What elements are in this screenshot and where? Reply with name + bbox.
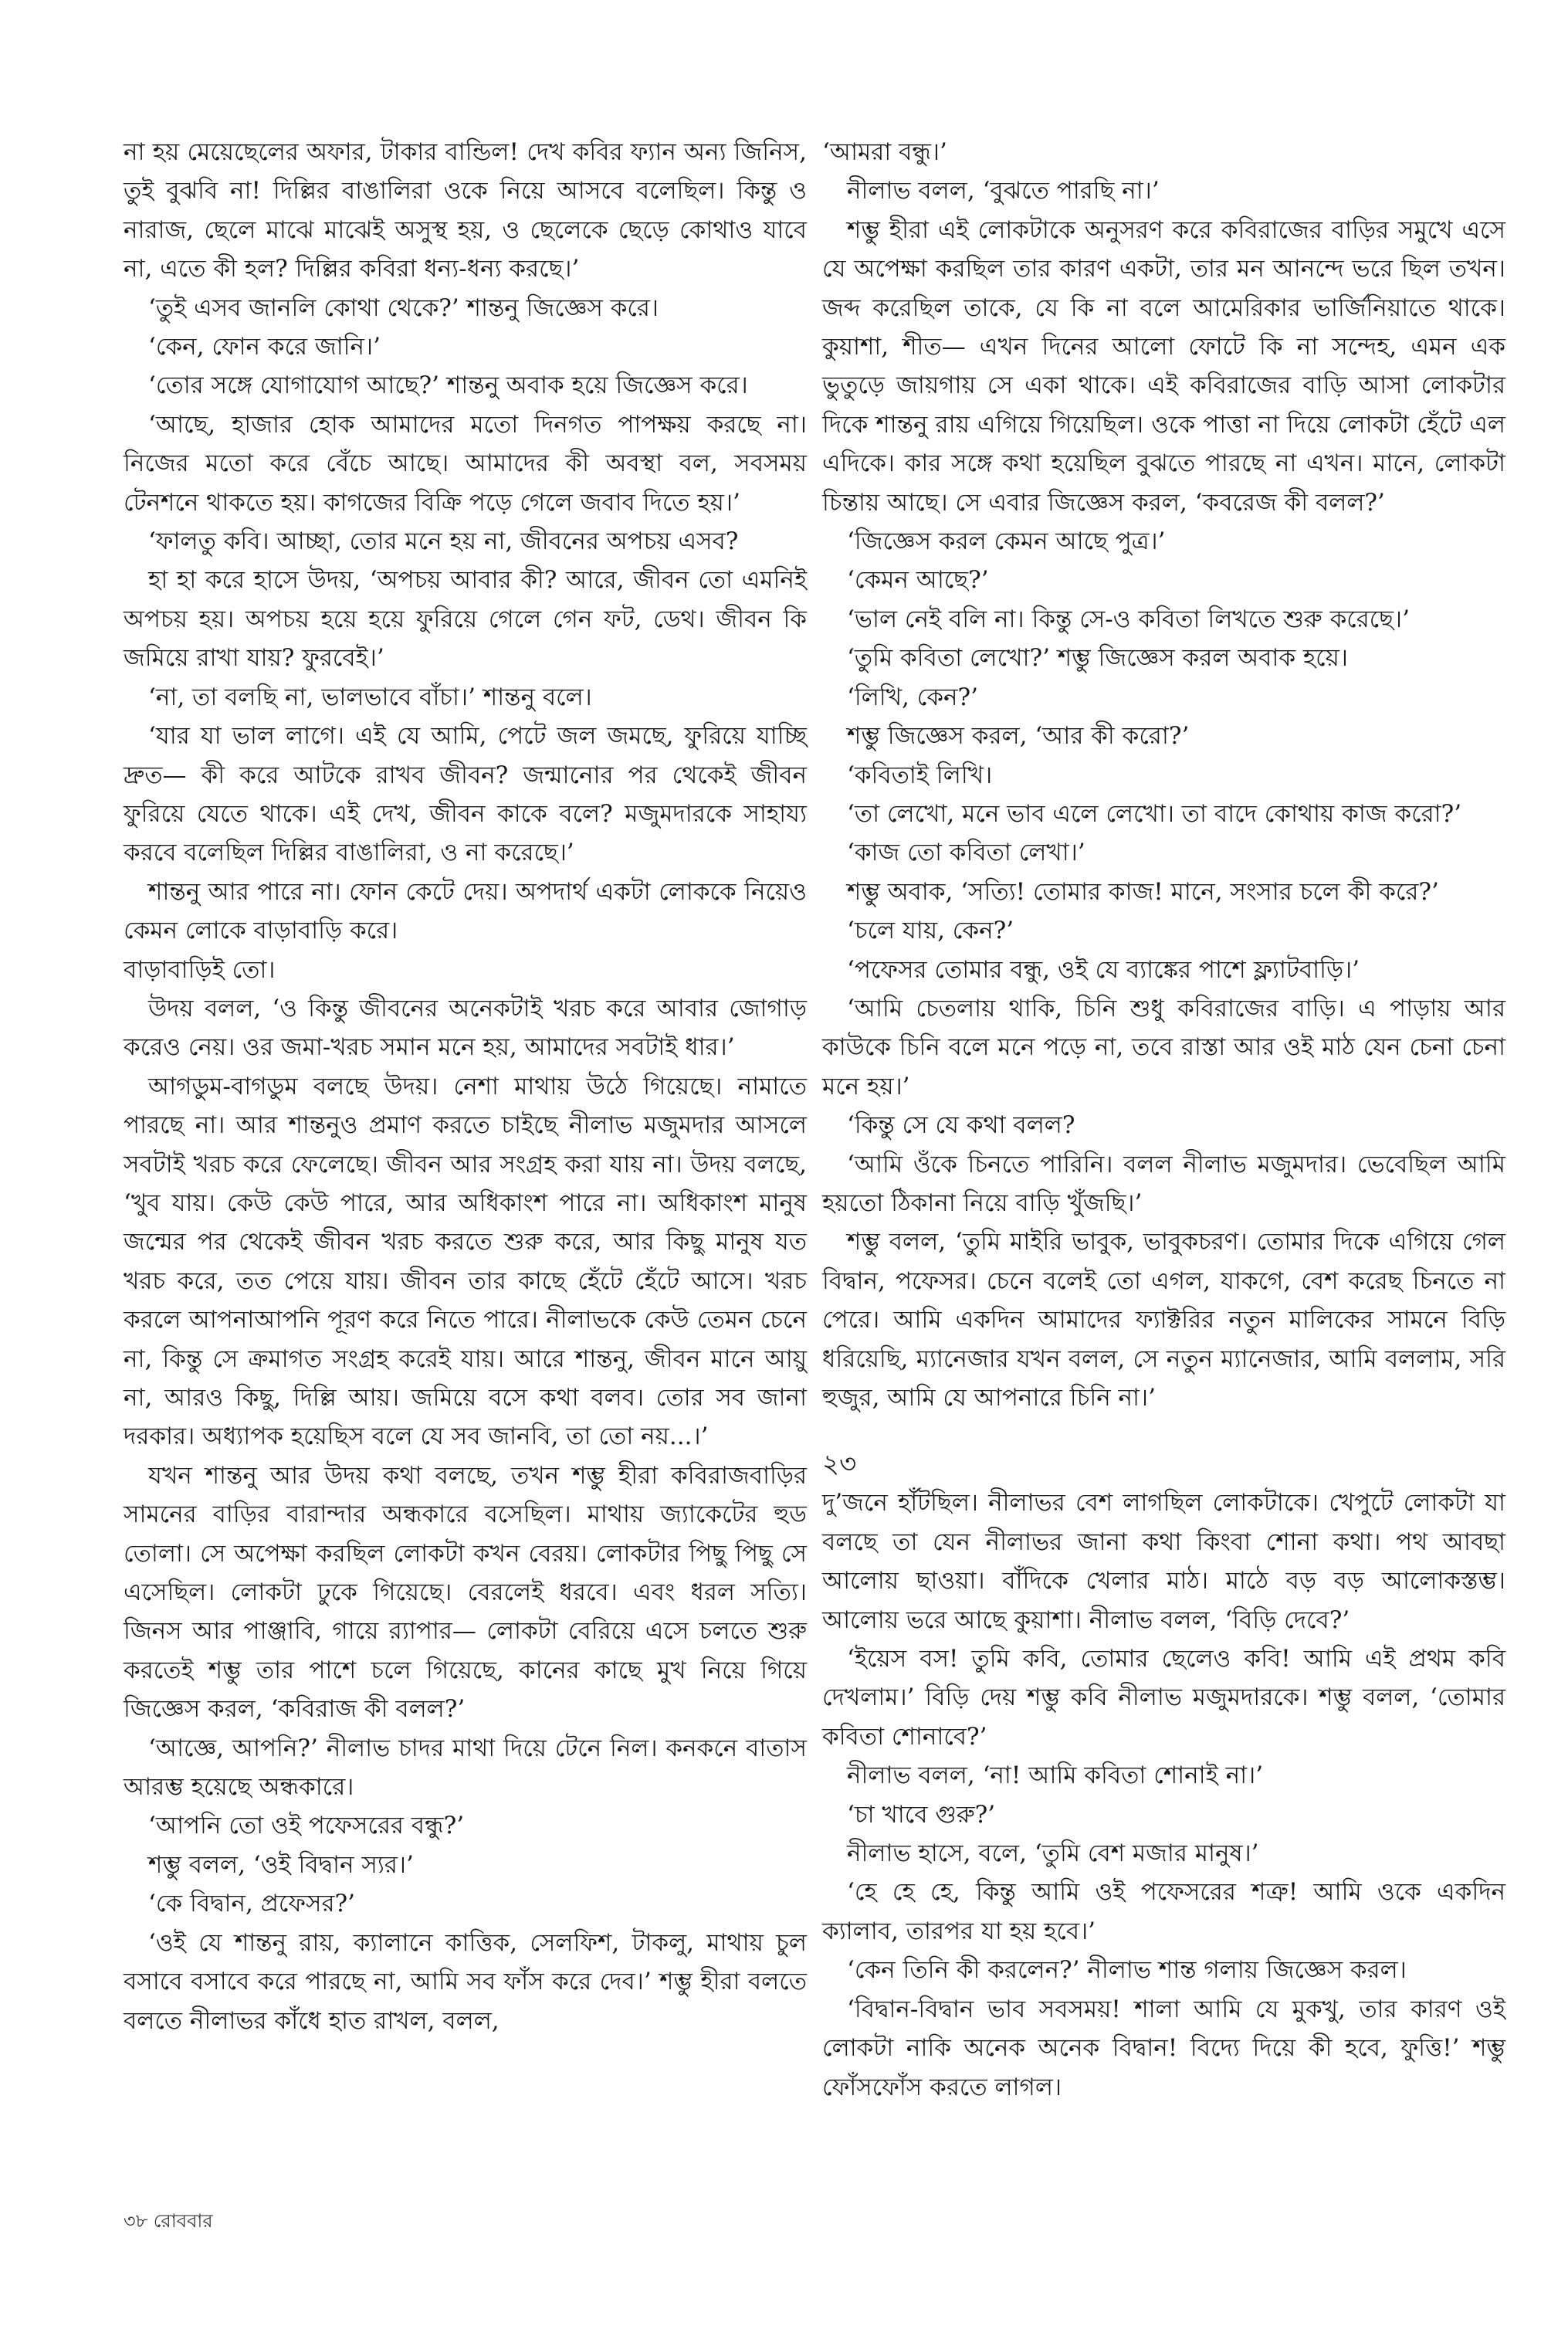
paragraph: ‘তোর সঙ্গে যোগাযোগ আছে?’ শান্তনু অবাক হয়ে জিজ্ঞেস করে।	[148, 371, 748, 400]
paragraph: ‘পফেসর তোমার বন্ধু, ওই যে ব্যাঙ্কের পাশে ফ্ল্যাটবাড়ি।’	[847, 955, 1360, 984]
paragraph: ‘কাজ তো কবিতা লেখা।’	[847, 839, 1085, 867]
paragraph: শম্ভু বলল, ‘তুমি মাইরি ভাবুক, ভাবুকচরণ। তোমার দিকে এগিয়ে গেল বিদ্বান, পফেসর। চেনে বলেই তো এগল, যাকগে, বেশ করেছ চিনতে না পেরে। আমি একদিন আমাদের ফ্যাক্টরির নতুন মালিকের সামনে বিড়ি ধরিয়েছি, ম্যানেজার যখন বলল, সে নতুন ম্যানেজার, আমি বললাম, সরি হুজুর, আমি যে আপনারে চিনি না।’	[822, 1228, 1505, 1412]
paragraph: না হয় মেয়েছেলের অফার, টাকার বান্ডিল! দেখ কবির ফ্যান অন্য জিনিস, তুই বুঝবি না! দিল্লির বাঙালিরা ওকে নিয়ে আসবে বলেছিল। কিন্তু ও নারাজ, ছেলে মাঝে মাঝেই অসুস্থ হয়, ও ছেলেকে ছেড়ে কোথাও যাবে না, এতে কী হল? দিল্লির কবিরা ধন্য-ধন্য করছে।’	[124, 138, 807, 283]
paragraph: ‘বিদ্বান-বিদ্বান ভাব সবসময়! শালা আমি যে মুকখু, তার কারণ ওই লোকটা নাকি অনেক অনেক বিদ্বান! বিদ্যে দিয়ে কী হবে, ফুত্তি!’ শম্ভু ফোঁসফোঁস করতে লাগল।	[822, 1995, 1505, 2101]
paragraph: শম্ভু বলল, ‘ওই বিদ্বান স্যর।’	[148, 1850, 414, 1879]
chapter-number: ২৩	[822, 1449, 857, 1480]
paragraph: ‘কেন তিনি কী করলেন?’ নীলাভ শান্ত গলায় জিজ্ঞেস করল।	[847, 1956, 1407, 1985]
paragraph: ‘ভাল নেই বলি না। কিন্তু সে-ও কবিতা লিখতে শুরু করেছে।’	[847, 605, 1410, 633]
paragraph: ‘আমি চেতলায় থাকি, চিনি শুধু কবিরাজের বাড়ি। এ পাড়ায় আর কাউকে চিনি বলে মনে পড়ে না, তবে রাস্তা আর ওই মাঠ যেন চেনা চেনা মনে হয়।’	[822, 994, 1505, 1100]
paragraph: ‘চলে যায়, কেন?’	[847, 917, 1014, 945]
paragraph: ‘না, তা বলছি না, ভালভাবে বাঁচা।’ শান্তনু বলে।	[148, 683, 592, 711]
paragraph: ‘কে বিদ্বান, প্রফেসর?’	[148, 1890, 355, 1918]
paragraph: ‘তুমি কবিতা লেখো?’ শম্ভু জিজ্ঞেস করল অবাক হয়ে।	[847, 644, 1348, 673]
paragraph: হা হা করে হাসে উদয়, ‘অপচয় আবার কী? আরে, জীবন তো এমনিই অপচয় হয়। অপচয় হয়ে হয়ে ফুরিয়ে গেলে গেন ফট, ডেথ। জীবন কি জমিয়ে রাখা যায়? ফুরবেই।’	[124, 566, 807, 673]
paragraph: ‘ওই যে শান্তনু রায়, ক্যালানে কাত্তিক, সেলফিশ, টাকলু, মাথায় চুল বসাবে বসাবে করে পারছে না, আমি সব ফাঁস করে দেব।’ শম্ভু হীরা বলতে বলতে নীলাভর কাঁধে হাত রাখল, বলল,	[124, 1928, 807, 2035]
paragraph: ‘কেমন আছে?’	[847, 566, 989, 595]
right-column	[822, 133, 1505, 2107]
paragraph: ‘আমরা বন্ধু।’	[822, 138, 947, 166]
paragraph: ‘আমি ওঁকে চিনতে পারিনি। বলল নীলাভ মজুমদার। ভেবেছিল আমি হয়তো ঠিকানা নিয়ে বাড়ি খুঁজছি।’	[822, 1150, 1505, 1217]
paragraph: বাড়াবাড়িই তো।	[124, 955, 276, 984]
paragraph: ‘জিজ্ঞেস করল কেমন আছে পুত্র।’	[847, 527, 1166, 556]
paragraph: ‘তুই এসব জানলি কোথা থেকে?’ শান্তনু জিজ্ঞেস করে।	[148, 293, 659, 322]
paragraph: ‘ইয়েস বস! তুমি কবি, তোমার ছেলেও কবি! আমি এই প্রথম কবি দেখলাম।’ বিড়ি দেয় শম্ভু কবি নীলাভ মজুমদারকে। শম্ভু বলল, ‘তোমার কবিতা শোনাবে?’	[822, 1645, 1505, 1751]
paragraph: ‘ফালতু কবি। আচ্ছা, তোর মনে হয় না, জীবনের অপচয় এসব?	[148, 527, 739, 556]
paragraph: যখন শান্তনু আর উদয় কথা বলছে, তখন শম্ভু হীরা কবিরাজবাড়ির সামনের বাড়ির বারান্দার অন্ধকারে বসেছিল। মাথায় জ্যাকেটের হুড তোলা। সে অপেক্ষা করছিল লোকটা কখন বেরয়। লোকটার পিছু পিছু সে এসেছিল। লোকটা ঢুকে গিয়েছে। বেরলেই ধরবে। এবং ধরল সত্যি। জিনস আর পাঞ্জাবি, গায়ে র‍্যাপার— লোকটা বেরিয়ে এসে চলতে শুরু করতেই শম্ভু তার পাশে চলে গিয়েছে, কানের কাছে মুখ নিয়ে গিয়ে জিজ্ঞেস করল, ‘কবিরাজ কী বলল?’	[124, 1461, 807, 1724]
paragraph: ‘কেন, ফোন করে জানি।’	[148, 333, 381, 361]
paragraph: ‘লিখি, কেন?’	[847, 683, 978, 711]
paragraph: নীলাভ হাসে, বলে, ‘তুমি বেশ মজার মানুষ।’	[847, 1839, 1259, 1868]
chapter-paragraphs	[822, 1483, 1505, 2107]
paragraph: ‘যার যা ভাল লাগে। এই যে আমি, পেটে জল জমছে, ফুরিয়ে যাচ্ছি দ্রুত— কী করে আটকে রাখব জীবন? জন্মানোর পর থেকেই জীবন ফুরিয়ে যেতে থাকে। এই দেখ, জীবন কাকে বলে? মজুমদারকে সাহায্য করবে বলেছিল দিল্লির বাঙালিরা, ও না করেছে।’	[124, 722, 807, 867]
paragraph: ‘আজ্ঞে, আপনি?’ নীলাভ চাদর মাথা দিয়ে টেনে নিল। কনকনে বাতাস আরম্ভ হয়েছে অন্ধকারে।	[124, 1734, 807, 1802]
paragraph: শম্ভু জিজ্ঞেস করল, ‘আর কী করো?’	[847, 722, 1190, 751]
paragraph: ‘তা লেখো, মনে ভাব এলে লেখো। তা বাদে কোথায় কাজ করো?’	[847, 799, 1462, 828]
paragraph: নীলাভ বলল, ‘না! আমি কবিতা শোনাই না।’	[847, 1761, 1264, 1790]
paragraph: ‘কবিতাই লিখি।	[847, 761, 993, 789]
paragraph: ‘আপনি তো ওই পফেসরের বন্ধু?’	[148, 1812, 465, 1840]
paragraph: শান্তনু আর পারে না। ফোন কেটে দেয়। অপদার্থ একটা লোককে নিয়েও কেমন লোকে বাড়াবাড়ি করে।	[124, 877, 807, 945]
right-column-paragraphs	[822, 133, 1505, 1417]
paragraph: শম্ভু হীরা এই লোকটাকে অনুসরণ করে কবিরাজের বাড়ির সমুখে এসে যে অপেক্ষা করছিল তার কারণ একটা, তার মন আনন্দে ভরে ছিল তখন। জব্দ করেছিল তাকে, যে কি না বলে আমেরিকার ভার্জিনিয়াতে থাকে। কুয়াশা, শীত— এখন দিনের আলো ফোটে কি না সন্দেহ, এমন এক ভুতুড়ে জায়গায় সে একা থাকে। এই কবিরাজের বাড়ি আসা লোকটার দিকে শান্তনু রায় এগিয়ে গিয়েছিল। ওকে পাত্তা না দিয়ে লোকটা হেঁটে এল এদিকে। কার সঙ্গে কথা হয়েছিল বুঝতে পারছে না এখন। মানে, লোকটা চিন্তায় আছে। সে এবার জিজ্ঞেস করল, ‘কবরেজ কী বলল?’	[822, 215, 1505, 517]
paragraph: উদয় বলল, ‘ও কিন্তু জীবনের অনেকটাই খরচ করে আবার জোগাড় করেও নেয়। ওর জমা-খরচ সমান মনে হয়, আমাদের সবটাই ধার।’	[124, 994, 807, 1062]
paragraph: আগডুম-বাগডুম বলছে উদয়। নেশা মাথায় উঠে গিয়েছে। নামাতে পারছে না। আর শান্তনুও প্রমাণ করতে চাইছে নীলাভ মজুমদার আসলে সবটাই খরচ করে ফেলেছে। জীবন আর সংগ্রহ করা যায় না। উদয় বলছে, ‘খুব যায়। কেউ কেউ পারে, আর অধিকাংশ পারে না। অধিকাংশ মানুষ জন্মের পর থেকেই জীবন খরচ করতে শুরু করে, আর কিছু মানুষ যত খরচ করে, তত পেয়ে যায়। জীবন তার কাছে হেঁটে হেঁটে আসে। খরচ করলে আপনাআপনি পূরণ করে নিতে পারে। নীলাভকে কেউ তেমন চেনে না, কিন্তু সে ক্রমাগত সংগ্রহ করেই যায়। আরে শান্তনু, জীবন মানে আয়ু না, আরও কিছু, দিল্লি আয়। জমিয়ে বসে কথা বলব। তোর সব জানা দরকার। অধ্যাপক হয়েছিস বলে যে সব জানবি, তা তো নয়...।’	[124, 1072, 807, 1451]
paragraph: নীলাভ বলল, ‘বুঝতে পারছি না।’	[847, 177, 1160, 205]
paragraph: ‘চা খাবে গুরু?’	[847, 1800, 996, 1829]
paragraph: শম্ভু অবাক, ‘সত্যি! তোমার কাজ! মানে, সংসার চলে কী করে?’	[847, 877, 1439, 906]
left-column	[124, 133, 807, 2040]
paragraph: ‘হে হে হে, কিন্তু আমি ওই পফেসরের শত্রু! আমি ওকে একদিন ক্যালাব, তারপর যা হয় হবে।’	[822, 1878, 1505, 1945]
paragraph: ‘কিন্তু সে যে কথা বলল?	[847, 1111, 1075, 1140]
page-footer: ৩৮ রোববার	[124, 2210, 213, 2232]
paragraph: ‘আছে, হাজার হোক আমাদের মতো দিনগত পাপক্ষয় করছে না। নিজের মতো করে বেঁচে আছে। আমাদের কী অবস্থা বল, সবসময় টেনশনে থাকতে হয়। কাগজের বিক্রি পড়ে গেলে জবাব দিতে হয়।’	[124, 410, 807, 517]
paragraph: দু’জনে হাঁটছিল। নীলাভর বেশ লাগছিল লোকটাকে। খেপুটে লোকটা যা বলছে তা যেন নীলাভর জানা কথা কিংবা শোনা কথা। পথ আবছা আলোয় ছাওয়া। বাঁদিকে খেলার মাঠ। মাঠে বড় বড় আলোকস্তম্ভ। আলোয় ভরে আছে কুয়াশা। নীলাভ বলল, ‘বিড়ি দেবে?’	[822, 1489, 1505, 1634]
